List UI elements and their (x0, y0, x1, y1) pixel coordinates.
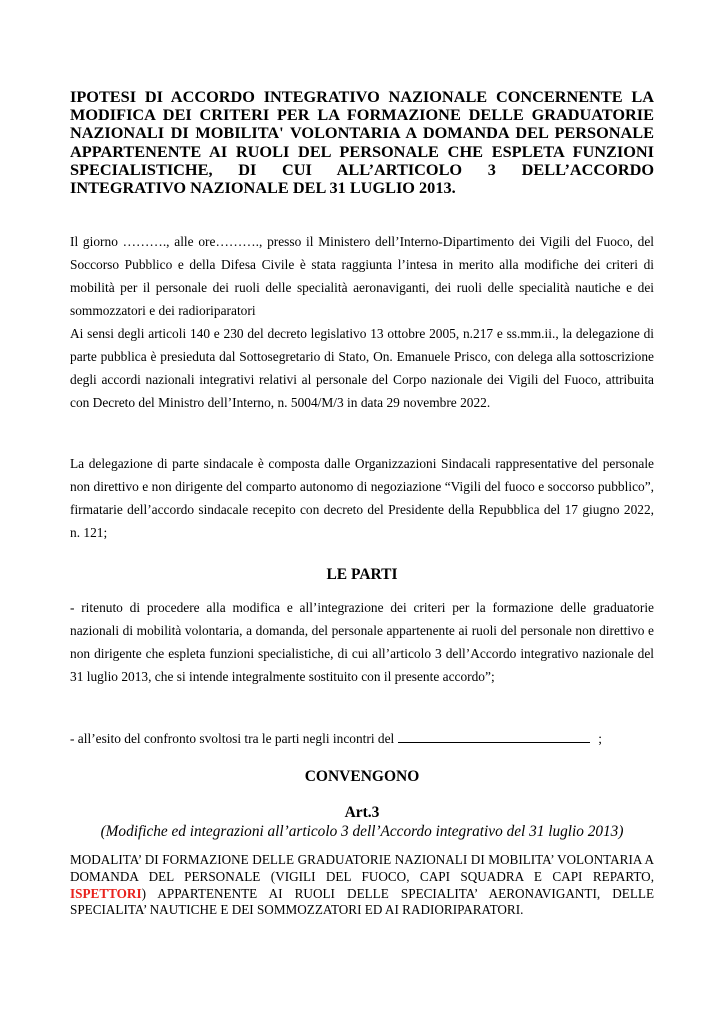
date-blank-line (398, 729, 590, 743)
article-subtitle: (Modifiche ed integrazioni all’articolo 3 dell’Accordo integrativo del 31 luglio 2013) (100, 823, 624, 840)
public-delegation-paragraph: Ai sensi degli articoli 140 e 230 del decreto legislativo 13 ottobre 2005, n.217 e ss.mm.ii., la delegazione di parte pubblica è presieduta dal Sottosegretario di Stato, On. Emanuele Prisco, con delega alla sottoscrizione degli accordi nazionali integrativi relativi al personale del Corpo nazionale dei Vigili del Fuoco, attribuita con Decreto del Ministro dell’Interno, n. 5004/M/3 in data 29 novembre 2022. (70, 326, 654, 410)
outcome-paragraph (70, 727, 654, 750)
union-delegation-paragraph: La delegazione di parte sindacale è composta dalle Organizzazioni Sindacali rappresentative del personale non direttivo e non dirigente del comparto autonomo di negoziazione “Vigili del fuoco e soccorso pubblico”, firmatarie dell’accordo sindacale recepito con decreto del Presidente della Repubblica del 17 giugno 2022, n. 121; (70, 456, 654, 540)
parties-heading: LE PARTI (326, 566, 398, 583)
parties-paragraph: - ritenuto di procedere alla modifica e all’integrazione dei criteri per la formazione delle graduatorie nazionali di mobilità volontaria, a domanda, del personale appartenente ai ruoli del personale non direttivo e non dirigente che espleta funzioni specialistiche, di cui all’articolo 3 dell’Accordo integrativo nazionale del 31 luglio 2013, che si intende integralmente sostituito con il presente accordo”; (70, 600, 654, 684)
article-number: Art.3 (344, 804, 380, 821)
outcome-suffix: ; (598, 731, 602, 746)
intro-paragraph: Il giorno ………., alle ore………., presso il Ministero dell’Interno-Dipartimento dei Vigili del Fuoco, del Soccorso Pubblico e della Difesa Civile è stata raggiunta l’intesa in merito alla modifiche dei criteri di mobilità per il personale dei ruoli delle specialità aeronaviganti, dei ruoli delle specialità nautiche e dei sommozzatori e dei radioriparatori (70, 234, 654, 318)
highlighted-role: ISPETTORI (70, 885, 142, 901)
article-text-after: ) APPARTENENTE AI RUOLI DELLE SPECIALITA’ AERONAVIGANTI, DELLE SPECIALITA’ NAUTICHE E DEI SOMMOZZATORI ED AI RADIORIPARATORI. (70, 885, 654, 918)
document-title: IPOTESI DI ACCORDO INTEGRATIVO NAZIONALE CONCERNENTE LA MODIFICA DEI CRITERI PER LA FORMAZIONE DELLE GRADUATORIE NAZIONALI DI MOBILITA' VOLONTARIA A DOMANDA DEL PERSONALE APPARTENENTE AI RUOLI DEL PERSONALE CHE ESPLETA FUNZIONI SPECIALISTICHE, DI CUI ALL’ARTICOLO 3 DELL’ACCORDO INTEGRATIVO NAZIONALE DEL 31 LUGLIO 2013. (70, 87, 654, 198)
article-text (70, 852, 654, 919)
agree-heading: CONVENGONO (304, 768, 420, 785)
article-text-before: MODALITA’ DI FORMAZIONE DELLE GRADUATORIE NAZIONALI DI MOBILITA’ VOLONTARIA A DOMANDA DEL PERSONALE (VIGILI DEL FUOCO, CAPI SQUADRA E CAPI REPARTO, (70, 852, 654, 884)
outcome-prefix: - all’esito del confronto svoltosi tra le parti negli incontri del (70, 731, 395, 746)
